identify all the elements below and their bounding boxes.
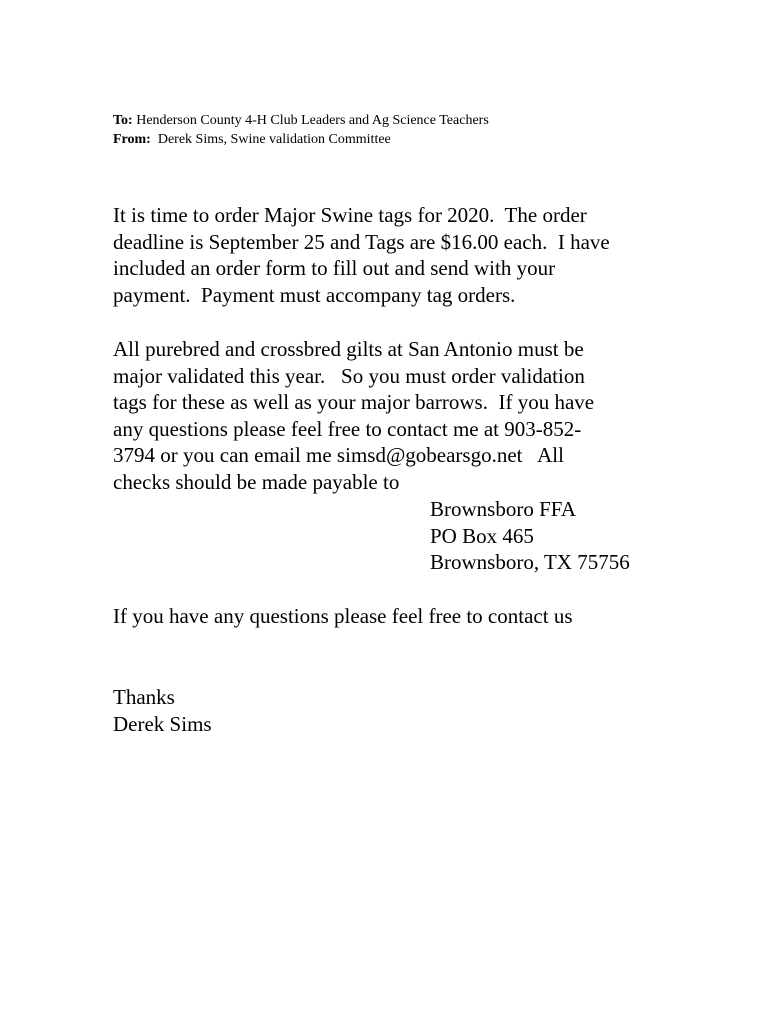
paragraph-line: deadline is September 25 and Tags are $16.00 each. I have [113, 229, 610, 254]
paragraph-line: It is time to order Major Swine tags for 2020. The order [113, 203, 587, 227]
paragraph-line: payment. Payment must accompany tag orders. [113, 282, 516, 307]
paragraph-line: tags for these as well as your major barrows. If you have [113, 390, 595, 414]
paragraph-line: 3794 or you can email me simsd@gobearsgo.net All [113, 443, 564, 467]
memo-from-value: Derek Sims, Swine validation Committee [150, 132, 391, 147]
paragraph-line: any questions please feel free to contact me at 903-852- [113, 416, 582, 441]
memo-to-value: Henderson County 4-H Club Leaders and Ag Science Teachers [132, 113, 489, 128]
address-line: Brownsboro, TX 75756 [430, 550, 630, 574]
paragraph-line: All purebred and crossbred gilts at San Antonio must be [113, 337, 584, 361]
paragraph-contact [113, 603, 673, 630]
letter-closing [113, 684, 212, 737]
address-line: Brownsboro FFA [430, 497, 577, 521]
paragraph-line: included an order form to fill out and send with your [113, 256, 556, 280]
memo-to-label: To: [113, 113, 133, 128]
memo-from-label: From: [113, 132, 151, 147]
paragraph-order-tags [113, 202, 673, 308]
signature-name: Derek Sims [113, 711, 212, 736]
payee-address [430, 496, 630, 576]
paragraph-validation [113, 336, 673, 495]
paragraph-line: If you have any questions please feel free to contact us [113, 604, 573, 628]
address-line: PO Box 465 [430, 523, 534, 548]
memo-from-line [113, 130, 489, 149]
memo-header [113, 111, 489, 149]
paragraph-line: major validated this year. So you must order validation [113, 363, 585, 388]
closing-thanks: Thanks [113, 685, 175, 709]
memo-to-line [113, 111, 489, 130]
paragraph-line: checks should be made payable to [113, 469, 400, 494]
